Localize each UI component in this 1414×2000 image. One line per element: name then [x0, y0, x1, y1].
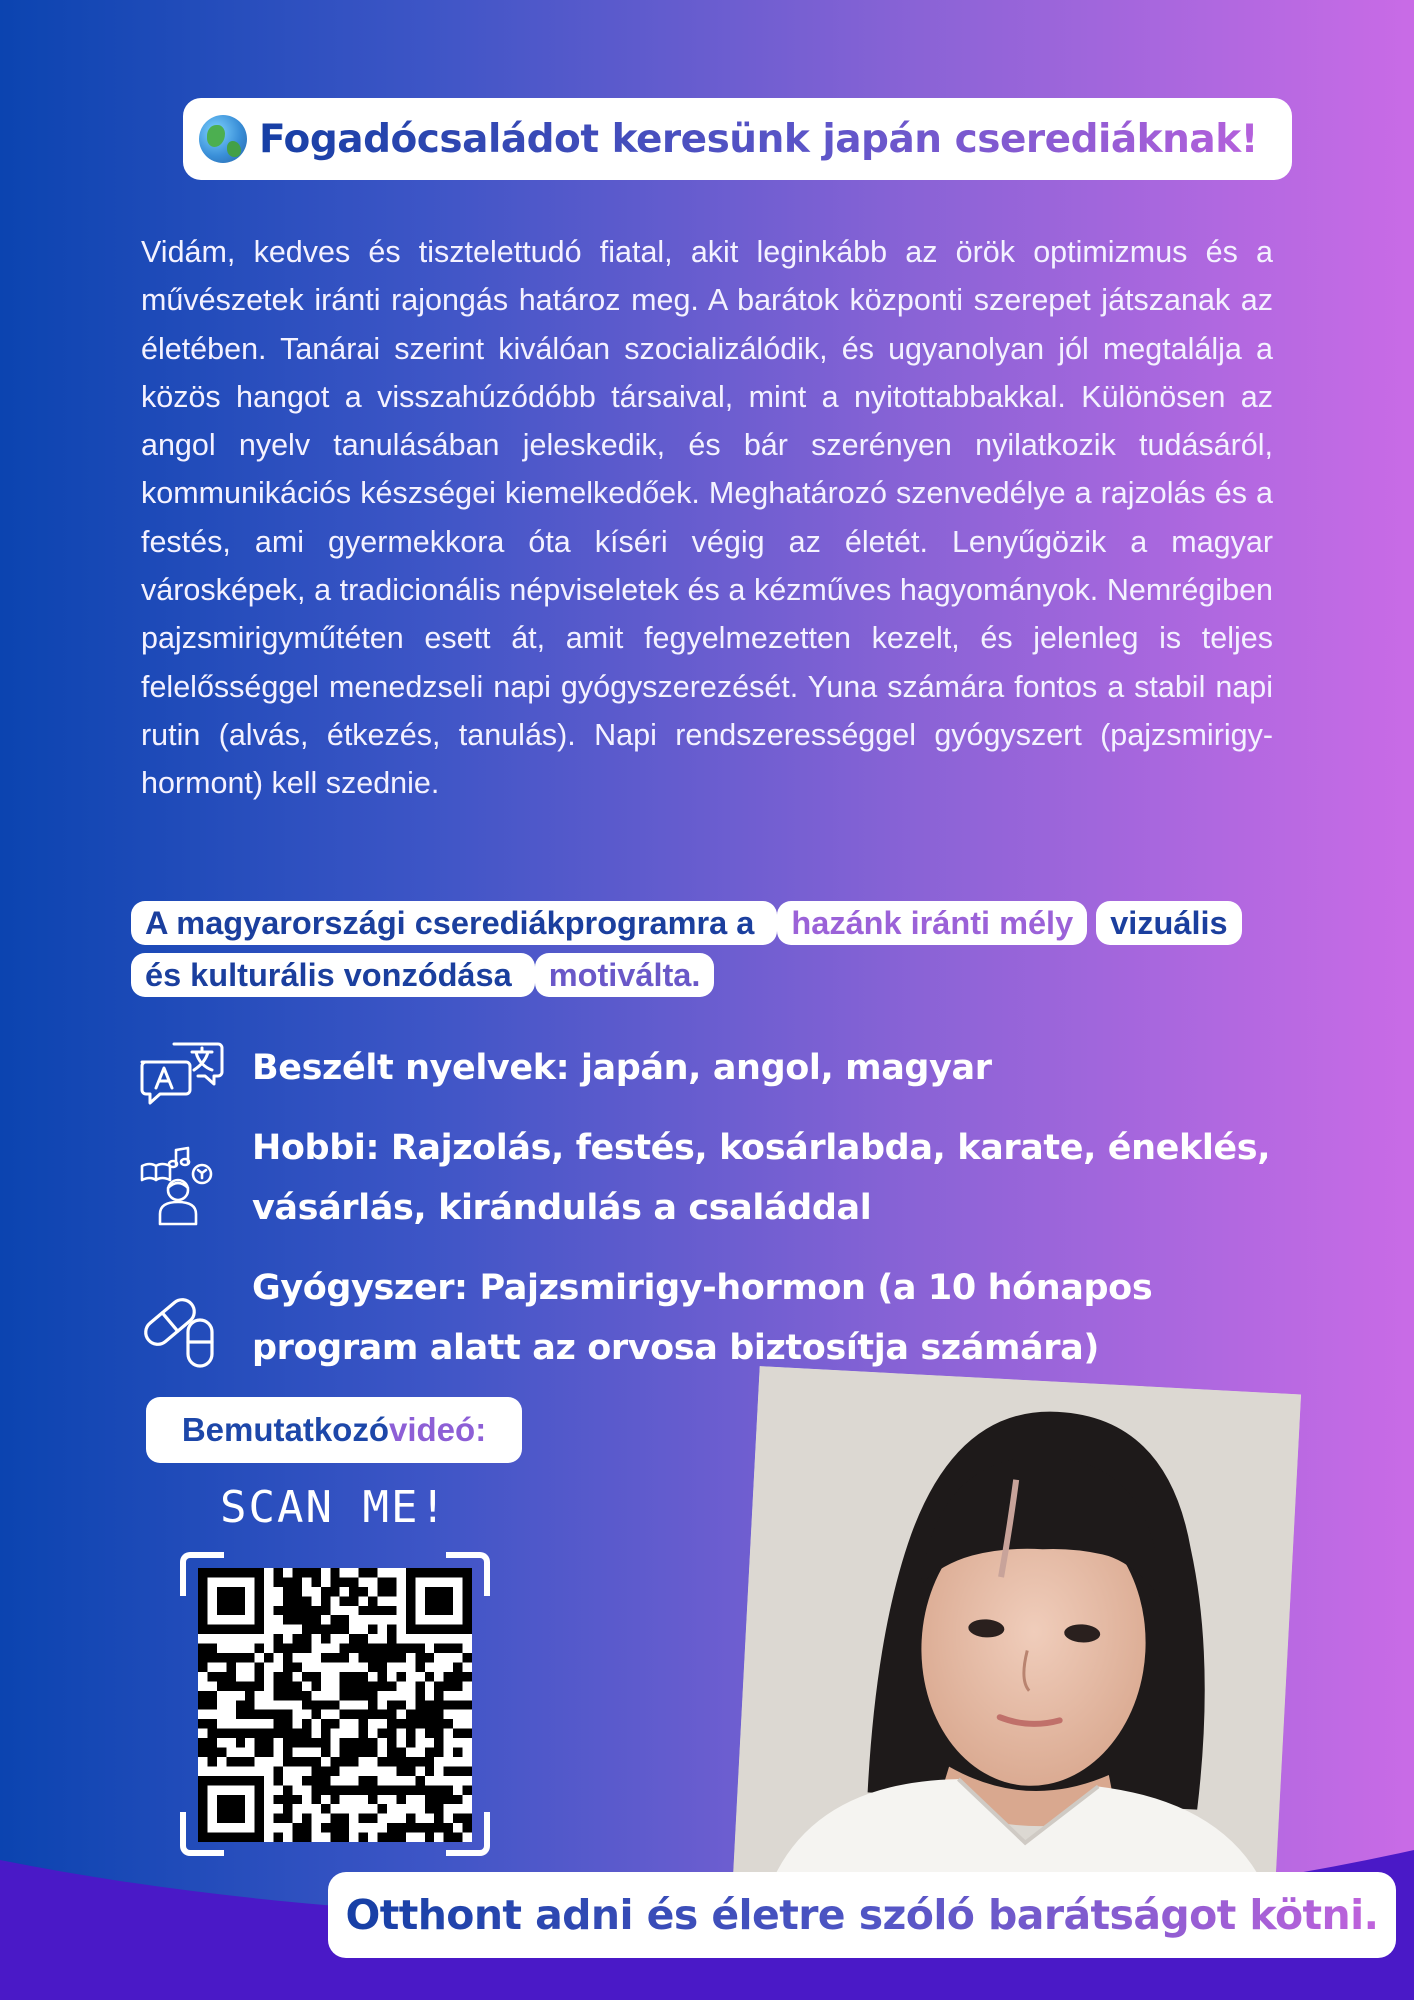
- hobbies-text: Hobbi: Rajzolás, festés, kosárlabda, karate, éneklés, vásárlás, kirándulás a családdal: [252, 1128, 1271, 1228]
- video-label-box: [146, 1397, 522, 1463]
- translate-chat-icon: [138, 1038, 228, 1118]
- qr-code[interactable]: [198, 1568, 472, 1842]
- info-hobbies: [138, 1118, 1271, 1254]
- portrait-illustration: [733, 1366, 1301, 1906]
- motivation-highlight: [131, 897, 1271, 1001]
- page-title: Fogadócsaládot keresünk japán cserediáknak!: [259, 116, 1258, 162]
- languages-text: Beszélt nyelvek: japán, angol, magyar: [252, 1048, 992, 1088]
- video-label-1: Bemutatkozó: [181, 1411, 389, 1448]
- globe-icon: [199, 115, 247, 163]
- motivation-text-1: A magyarországi cserediákprogramra a: [131, 901, 777, 945]
- bio-paragraph: Vidám, kedves és tisztelettudó fiatal, akit leginkább az örök optimizmus és a művészetek iránti rajongás határoz meg. A barátok központi szerepet játszanak az életében. Tanárai szerint kiválóan szocializálódik, és ugyanolyan jól megtalálja a közös hangot a visszahúzódóbb társaival, mint a nyitottabbakkal. Különösen az angol nyelv tanulásában jeleskedik, és bár szerényen nyilatkozik tudásáról, kommunikációs készségei kiemelkedőek. Meghatározó szenvedélye a rajzolás és a festés, ami gyermekkora óta kíséri végig az életét. Lenyűgözik a magyar városképek, a tradicionális népviseletek és a kézműves hagyományok. Nemrégiben pajzsmirigyműtéten esett át, amit fegyelmezetten kezelt, és jelenleg is teljes felelősséggel menedzseli napi gyógyszerezését. Yuna számára fontos a stabil napi rutin (alvás, étkezés, tanulás). Napi rendszerességgel gyógyszert (pajzsmirigy-hormont) kell szednie.: [141, 235, 1273, 801]
- slogan-text: Otthont adni és életre szóló barátságot kötni.: [345, 1891, 1379, 1939]
- info-languages: [138, 1038, 992, 1118]
- pill-capsule-icon: [138, 1280, 228, 1370]
- medication-text: Gyógyszer: Pajzsmirigy-hormon (a 10 hónapos program alatt az orvosa biztosítja számára): [252, 1268, 1153, 1368]
- qr-frame[interactable]: [180, 1552, 490, 1856]
- video-label-2: videó:: [389, 1411, 487, 1448]
- title-banner: [183, 98, 1292, 180]
- motivation-text-2: hazánk iránti mély: [777, 901, 1087, 945]
- hobbies-person-icon: [138, 1144, 228, 1254]
- slogan-banner: [328, 1872, 1396, 1958]
- scan-me-label: SCAN ME!: [220, 1482, 448, 1533]
- info-medication: [138, 1258, 1153, 1370]
- student-photo: [733, 1366, 1301, 1906]
- motivation-text-4: motiválta.: [535, 953, 715, 997]
- motivation-text-3: vizuális és kulturális vonzódása: [131, 901, 1242, 997]
